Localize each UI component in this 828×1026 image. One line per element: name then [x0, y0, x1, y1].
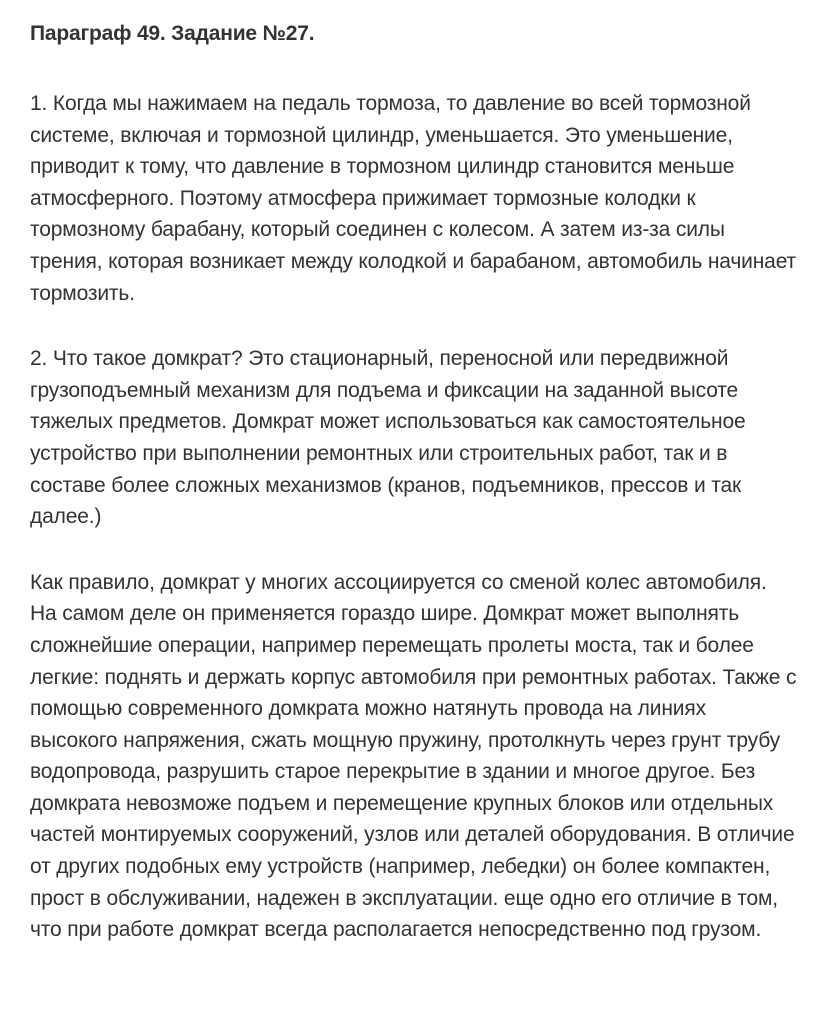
document-title: Параграф 49. Задание №27.: [30, 22, 315, 45]
paragraph-brakes: 1. Когда мы нажимаем на педаль тормоза, то давление во всей тормозной системе, включая и тормозной цилиндр, уменьшается. Это уменьшение, приводит к тому, что давление в тормозном цилиндр становится меньше атмосферного. Поэтому атмосфера прижимает тормозные колодки к тормозному барабану, который соединен с колесом. А затем из-за силы трения, которая возникает между колодкой и барабаном, автомобиль начинает тормозить.: [30, 92, 796, 305]
paragraph-jack-usage: Как правило, домкрат у многих ассоциируется со сменой колес автомобиля. На самом деле он применяется гораздо шире. Домкрат может выполнять сложнейшие операции, например перемещать пролеты моста, так и более легкие: поднять и держать корпус автомобиля при ремонтных работах. Также с помощью современного домкрата можно натянуть провода на линиях высокого напряжения, сжать мощную пружину, протолкнуть через грунт трубу водопровода, разрушить старое перекрытие в здании и многое другое. Без домкрата невозможе подъем и перемещение крупных блоков или отдельных частей монтируемых сооружений, узлов или деталей оборудования. В отличие от других подобных ему устройств (например, лебедки) он более компактен, прост в обслуживании, надежен в эксплуатации. еще одно его отличие в том, что при работе домкрат всегда располагается непосредственно под грузом.: [30, 570, 797, 942]
paragraph-jack-definition: 2. Что такое домкрат? Это стационарный, переносной или передвижной грузоподъемный механизм для подъема и фиксации на заданной высоте тяжелых предметов. Домкрат может использоваться как самостоятельное устройство при выполнении ремонтных или строительных работ, так и в составе более сложных механизмов (кранов, подъемников, прессов и так далее.): [30, 347, 746, 529]
